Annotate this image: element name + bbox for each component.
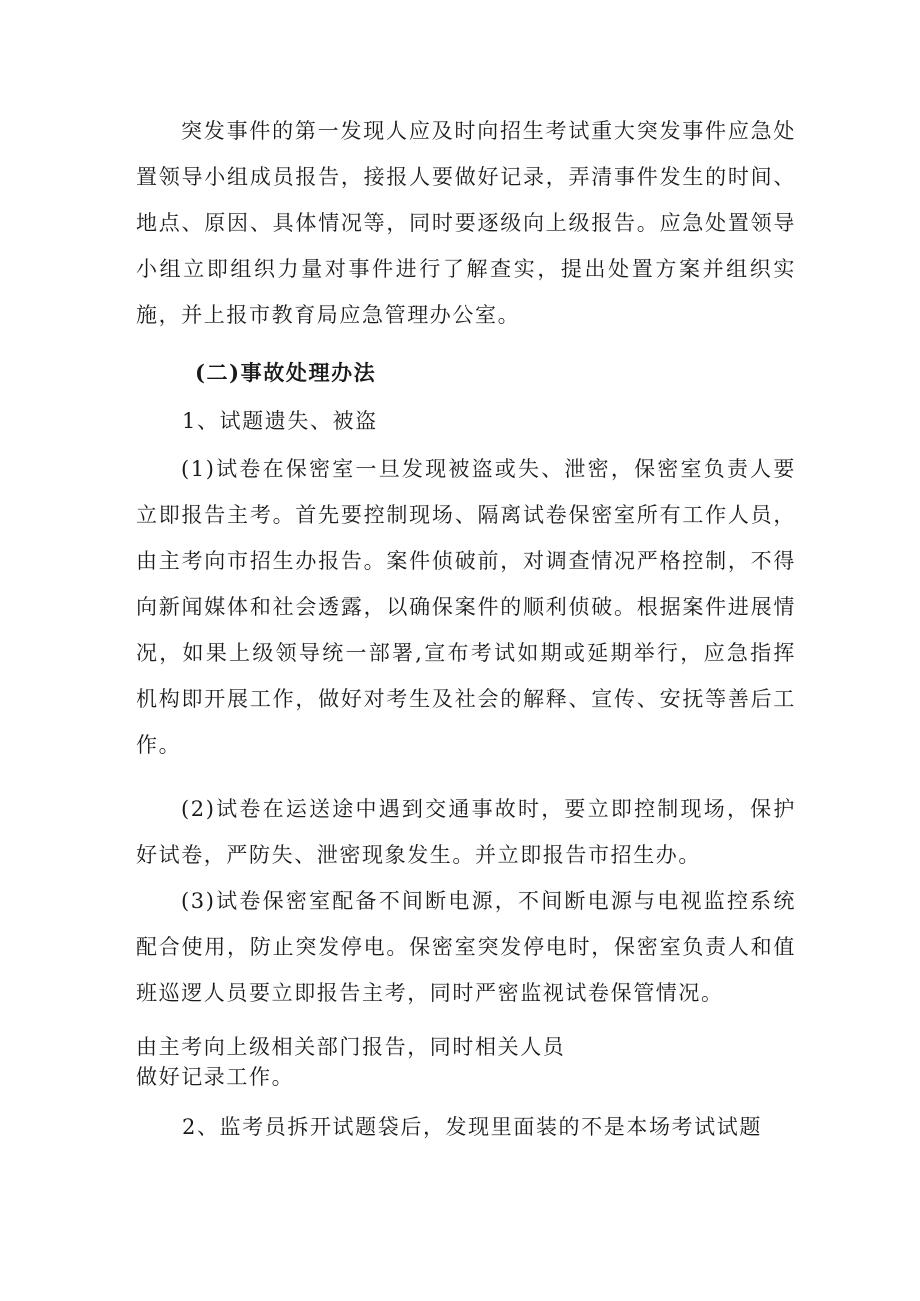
text-line-record-work: 做好记录工作。 [136,1065,295,1089]
paragraph-transport-accident: (2)试卷在运送途中遇到交通事故时，要立即控制现场，保护好试卷，严防失、泄密现象发生。并立即报告市招生办。 [136,797,796,867]
text-line-report-upward: 由主考向上级相关部门报告，同时相关人员 [136,1035,566,1059]
paragraph-confidential-room-theft: (1)试卷在保密室一旦发现被盗或失、泄密，保密室负责人要立即报告主考。首先要控制现场、隔离试卷保密室所有工作人员，由主考向市招生办报告。案件侦破前，对调查情况严格控制，不得向新闻媒体和社会透露，以确保案件的顺利侦破。根据案件进展情况，如果上级领导统一部署,宣布考试如期或延期举行，应急指挥机构即开展工作，做好对考生及社会的解释、宣传、安抚等善后工作。 [136,457,796,757]
paragraph-power-backup: (3)试卷保密室配备不间断电源，不间断电源与电视监控系统配合使用，防止突发停电。保密室突发停电时，保密室负责人和值班巡逻人员要立即报告主考，同时严密监视试卷保管情况。 [136,889,796,1005]
paragraph-wrong-paper-bag: 2、监考员拆开试题袋后，发现里面装的不是本场考试试题 [182,1115,762,1139]
section-heading-accident-handling: (二)事故处理办法 [195,360,377,385]
paragraph-emergency-reporting: 突发事件的第一发现人应及时向招生考试重大突发事件应急处置领导小组成员报告，接报人要做好记录，弄清事件发生的时间、地点、原因、具体情况等，同时要逐级向上级报告。应急处置领导小组立即组织力量对事件进行了解查实，提出处置方案并组织实施，并上报市教育局应急管理办公室。 [136,119,796,327]
item-heading-paper-lost-stolen: 1、试题遗失、被盗 [182,409,378,433]
